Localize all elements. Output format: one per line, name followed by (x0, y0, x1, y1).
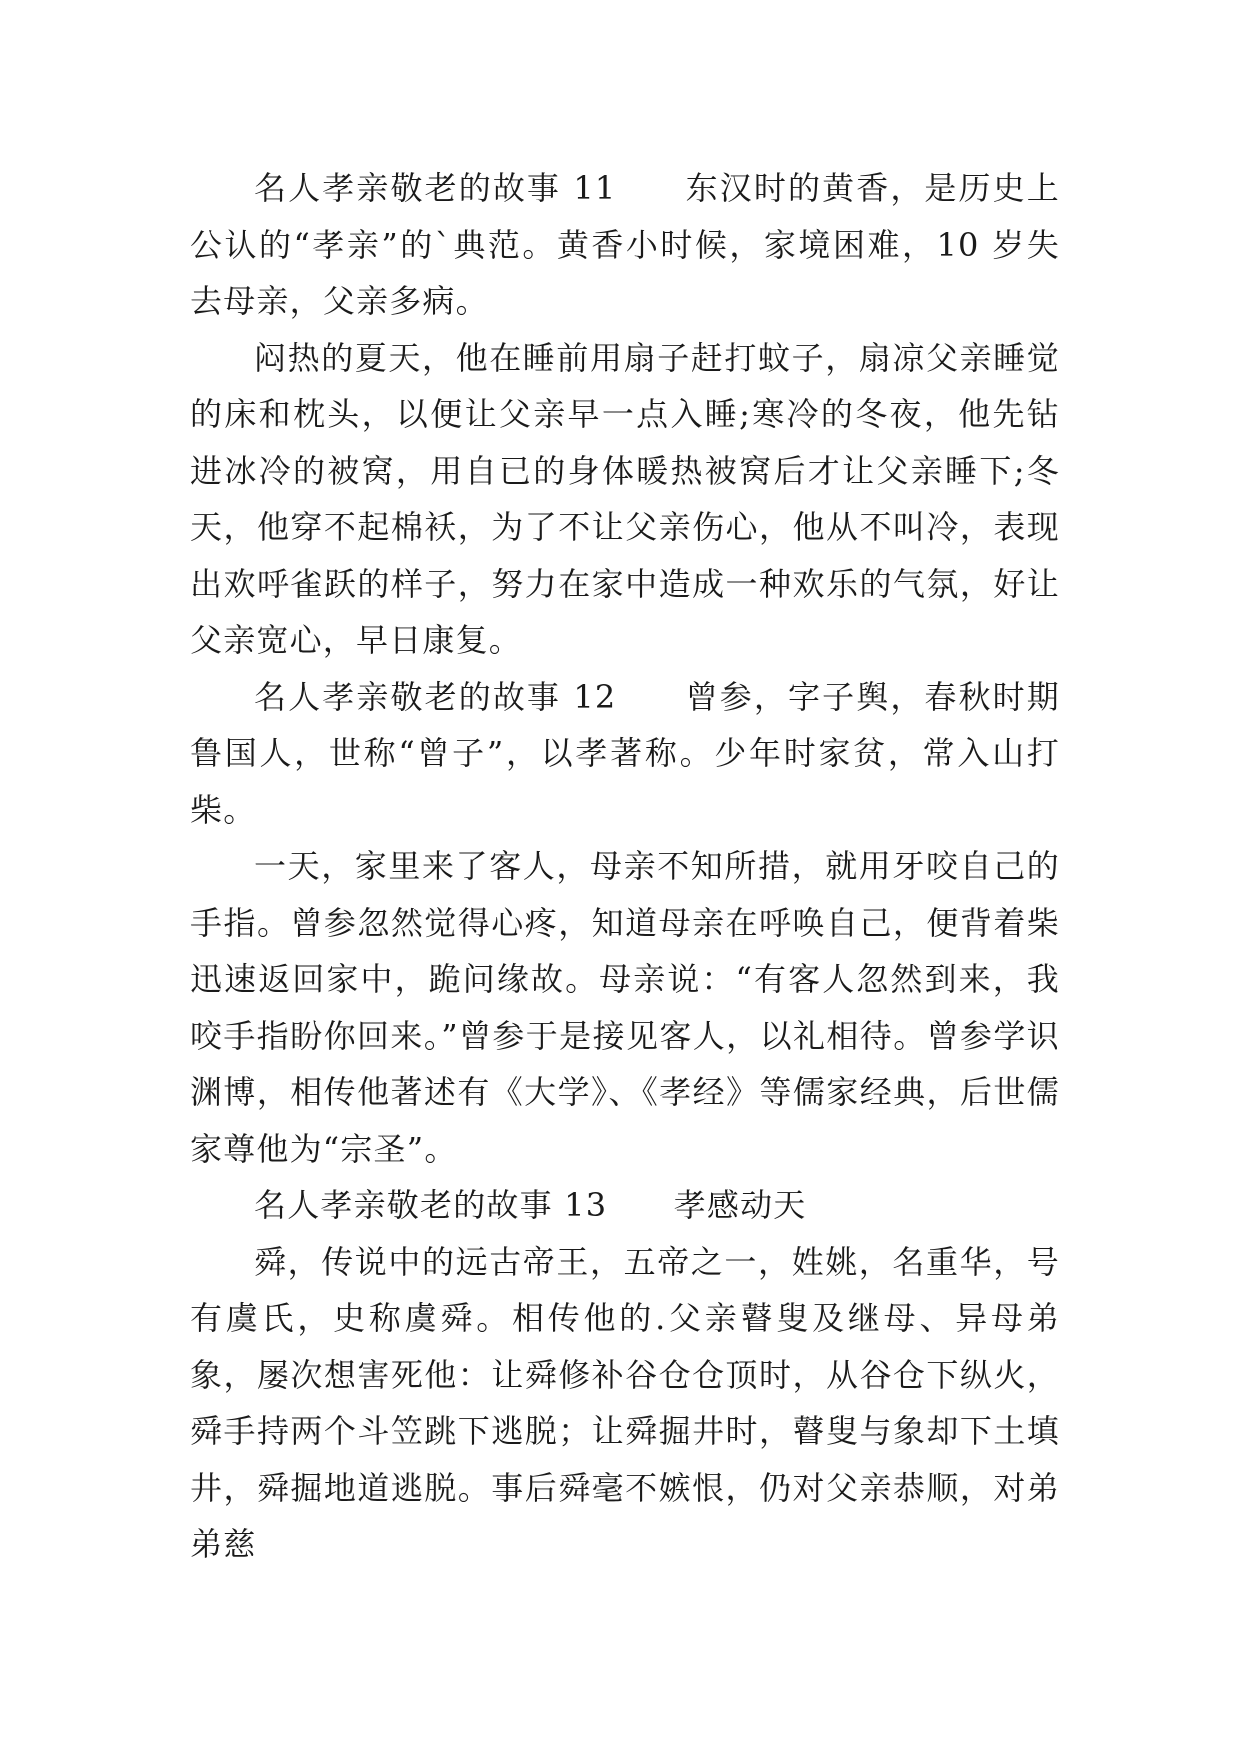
story-11-body-paragraph: 闷热的夏天，他在睡前用扇子赶打蚊子，扇凉父亲睡觉的床和枕头，以便让父亲早一点入睡;寒冷的冬夜，他先钻进冰冷的被窝，用自已的身体暖热被窝后才让父亲睡下;冬天，他穿不起棉袄，为了不让父亲伤心，他从不叫冷，表现出欢呼雀跃的样子，努力在家中造成一种欢乐的气氛，好让父亲宽心，早日康复。 (190, 338, 1060, 659)
story-11-paragraph: 名人孝亲敬老的故事 11 东汉时的黄香，是历史上公认的“孝亲”的`典范。黄香小时候，家境困难，10 岁失去母亲，父亲多病。 (190, 169, 1060, 320)
story-12-paragraph: 名人孝亲敬老的故事 12 曾参，字子舆，春秋时期鲁国人，世称“曾子”，以孝著称。少年时家贫，常入山打柴。 (190, 677, 1060, 829)
document-body (190, 160, 1060, 1573)
story-13-heading: 名人孝亲敬老的故事 13 孝感动天 (254, 1186, 807, 1224)
story-12-body-paragraph: 一天，家里来了客人，母亲不知所措，就用牙咬自己的手指。曾参忽然觉得心疼，知道母亲在呼唤自己，便背着柴迅速返回家中，跪问缘故。母亲说：“有客人忽然到来，我咬手指盼你回来。”曾参于是接见客人，以礼相待。曾参学识渊博，相传他著述有《大学》、《孝经》等儒家经典，后世儒家尊他为“宗圣”。 (190, 847, 1060, 1168)
story-13-body-paragraph: 舜，传说中的远古帝王，五帝之一，姓姚，名重华，号有虞氏，史称虞舜。相传他的.父亲瞽叟及继母、异母弟象，屡次想害死他：让舜修补谷仓仓顶时，从谷仓下纵火，舜手持两个斗笠跳下逃脱；让舜掘井时，瞽叟与象却下土填井，舜掘地道逃脱。事后舜毫不嫉恨，仍对父亲恭顺，对弟弟慈 (190, 1242, 1060, 1563)
